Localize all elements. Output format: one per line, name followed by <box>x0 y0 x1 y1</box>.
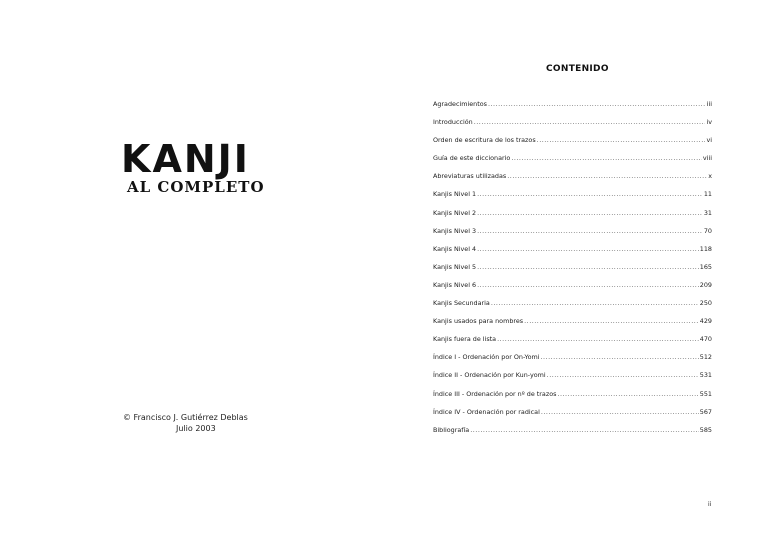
toc-entry-page: 118 <box>699 244 712 253</box>
toc-entry-label: Kanjis Nivel 6 <box>433 280 477 289</box>
toc-entry-page: 512 <box>699 353 712 362</box>
toc-entry-page: viii <box>702 154 712 163</box>
toc-entry <box>433 299 712 317</box>
toc-entry <box>433 100 712 118</box>
toc-dot-leader <box>557 390 698 398</box>
toc-entry-label: Bibliografía <box>433 425 470 434</box>
toc-entry-page: 31 <box>703 208 712 217</box>
toc-entry-page: 70 <box>703 226 712 235</box>
toc-dot-leader <box>491 299 699 307</box>
toc-entry-page: 250 <box>699 299 712 308</box>
toc-dot-leader <box>537 136 706 144</box>
toc-entry-label: Kanjis Nivel 4 <box>433 244 477 253</box>
toc-dot-leader <box>477 209 703 217</box>
toc-dot-leader <box>477 190 703 198</box>
toc-entry <box>433 281 712 299</box>
book-title: KANJI <box>121 137 250 181</box>
toc-entry-label: Abreviaturas utilizadas <box>433 172 507 181</box>
toc-entry <box>433 263 712 281</box>
toc-dot-leader <box>507 172 707 180</box>
toc-entry-label: Kanjis Secundaria <box>433 299 490 308</box>
toc-entry-label: Índice I - Ordenación por On-Yomi <box>433 353 540 362</box>
toc-dot-leader <box>477 281 699 289</box>
toc-entry <box>433 408 712 426</box>
toc-entry <box>433 209 712 227</box>
toc-entry-label: Índice III - Ordenación por nº de trazos <box>433 389 557 398</box>
toc-entry <box>433 136 712 154</box>
book-subtitle: AL COMPLETO <box>127 178 265 196</box>
toc-entry <box>433 190 712 208</box>
toc-dot-leader <box>541 408 699 416</box>
toc-entry-page: 11 <box>703 190 712 199</box>
toc-entry-page: vi <box>706 136 712 145</box>
toc-entry-page: x <box>708 172 712 181</box>
publication-date: Julio 2003 <box>176 424 216 433</box>
table-of-contents <box>433 100 712 444</box>
toc-entry-page: 429 <box>699 317 712 326</box>
toc-dot-leader <box>477 245 699 253</box>
toc-entry-label: Kanjis Nivel 1 <box>433 190 477 199</box>
toc-dot-leader <box>488 100 706 108</box>
toc-entry <box>433 390 712 408</box>
right-page <box>384 0 768 544</box>
toc-entry-page: 585 <box>699 425 712 434</box>
toc-entry-label: Kanjis usados para nombres <box>433 317 524 326</box>
toc-entry <box>433 353 712 371</box>
toc-entry-page: 470 <box>699 335 712 344</box>
toc-dot-leader <box>474 118 706 126</box>
toc-entry <box>433 118 712 136</box>
toc-entry-label: Kanjis Nivel 2 <box>433 208 477 217</box>
toc-entry-label: Agradecimientos <box>433 100 487 108</box>
toc-entry-label: Índice II - Ordenación por Kun-yomi <box>433 371 546 380</box>
toc-entry-page: iv <box>706 118 712 127</box>
copyright-notice: © Francisco J. Gutiérrez Deblas <box>123 413 248 422</box>
toc-dot-leader <box>541 353 699 361</box>
toc-entry-label: Guía de este diccionario <box>433 154 511 163</box>
toc-dot-leader <box>497 335 699 343</box>
toc-entry-label: Orden de escritura de los trazos <box>433 136 536 145</box>
toc-entry <box>433 172 712 190</box>
toc-dot-leader <box>477 227 703 235</box>
toc-entry-label: Índice IV - Ordenación por radical <box>433 407 540 416</box>
toc-entry <box>433 426 712 444</box>
toc-entry-page: 209 <box>699 280 712 289</box>
toc-entry-label: Introducción <box>433 118 473 127</box>
toc-entry <box>433 335 712 353</box>
toc-dot-leader <box>470 426 699 434</box>
toc-entry <box>433 154 712 172</box>
toc-heading: CONTENIDO <box>546 64 609 74</box>
toc-entry-page: 551 <box>699 389 712 398</box>
toc-entry <box>433 371 712 389</box>
toc-dot-leader <box>511 154 702 162</box>
toc-entry-page: iii <box>706 100 712 108</box>
toc-entry-page: 567 <box>699 407 712 416</box>
toc-entry <box>433 227 712 245</box>
toc-dot-leader <box>547 371 699 379</box>
toc-entry-page: 165 <box>699 262 712 271</box>
toc-dot-leader <box>477 263 699 271</box>
toc-entry-label: Kanjis Nivel 3 <box>433 226 477 235</box>
toc-entry-label: Kanjis fuera de lista <box>433 335 497 344</box>
toc-entry <box>433 317 712 335</box>
page-number: ii <box>708 501 712 508</box>
toc-entry-page: 531 <box>699 371 712 380</box>
toc-dot-leader <box>524 317 699 325</box>
toc-entry-label: Kanjis Nivel 5 <box>433 262 477 271</box>
toc-entry <box>433 245 712 263</box>
